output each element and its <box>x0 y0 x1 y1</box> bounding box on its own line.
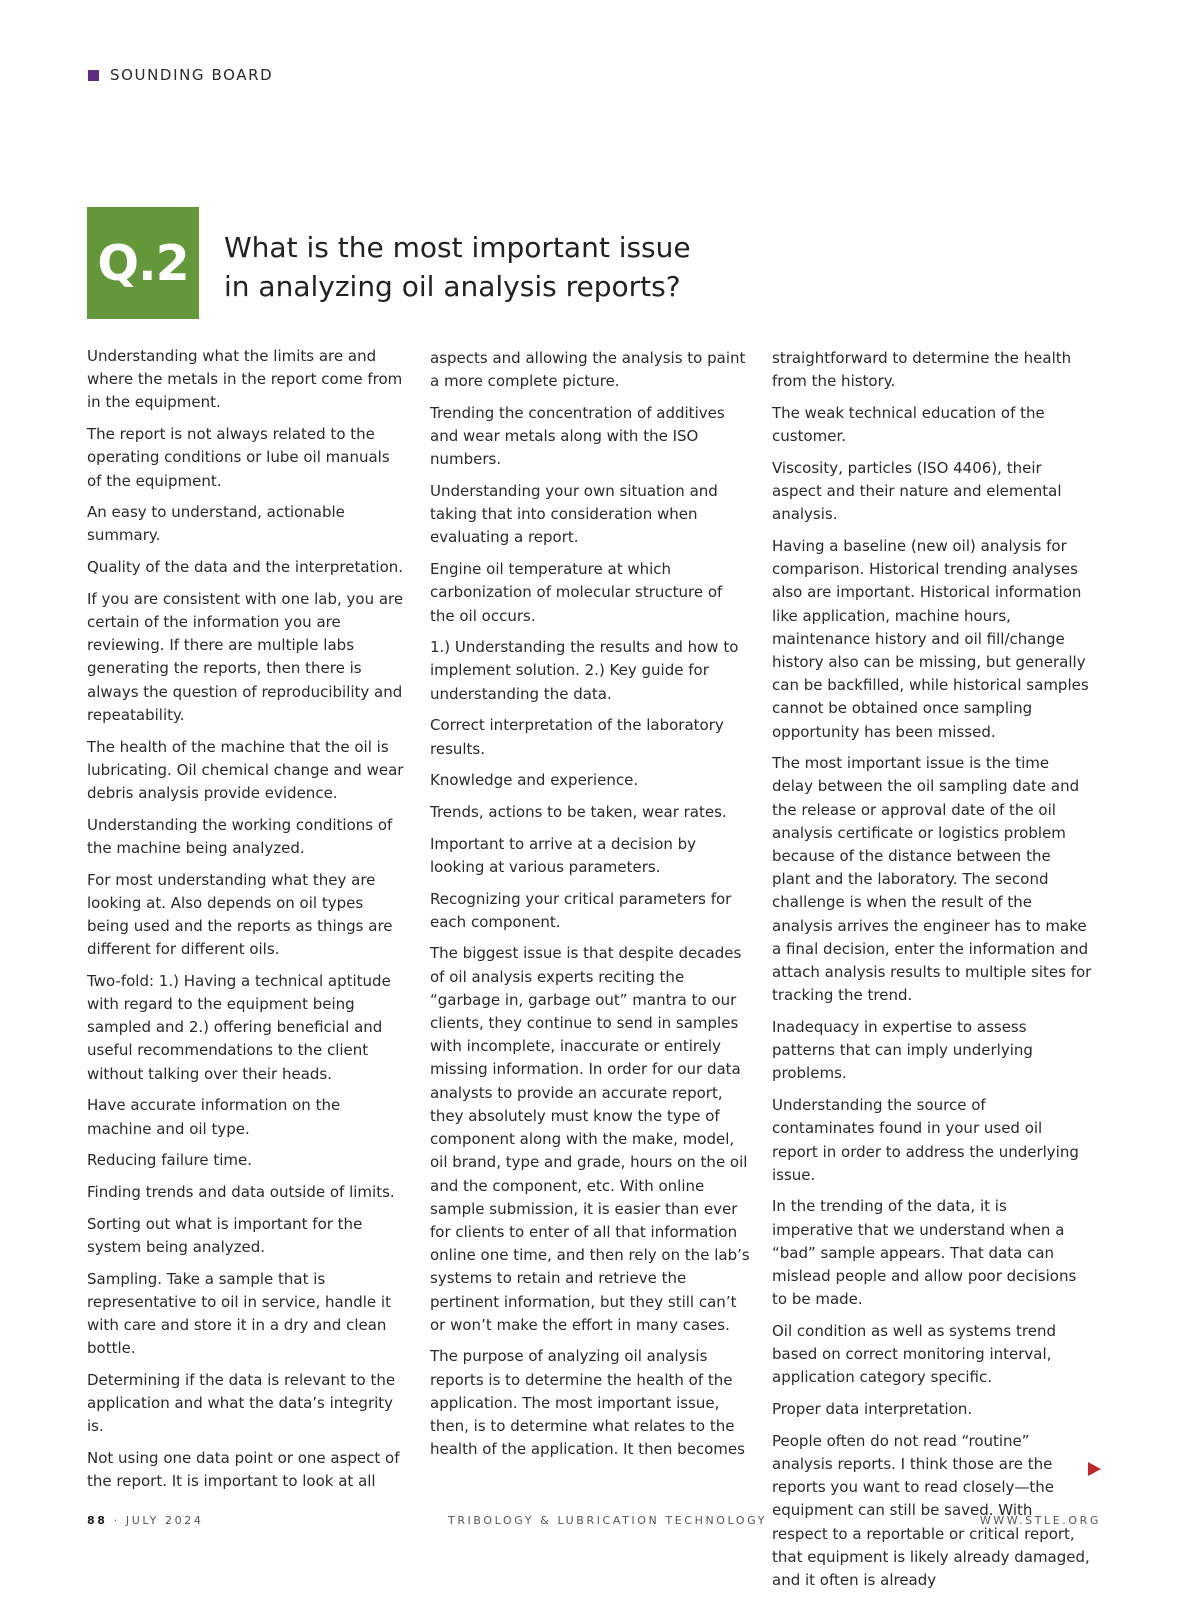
answer-paragraph: straightforward to determine the health from the history. <box>772 349 1072 391</box>
answer-paragraph: Two-fold: 1.) Having a technical aptitude with regard to the equipment being sampled and 2.) offering beneficial and useful recommendations to the client without talking over their heads. <box>87 971 391 1083</box>
answer-paragraph: Sorting out what is important for the system being analyzed. <box>87 1214 363 1256</box>
answer-paragraph: The purpose of analyzing oil analysis reports is to determine the health of the application. The most important issue, then, is to determine what relates to the health of the application. It then becomes <box>430 1347 745 1459</box>
answer-paragraph: The most important issue is the time delay between the oil sampling date and the release or approval date of the oil analysis certificate or logistics problem because of the distance between the plant and the laboratory. The second challenge is when the result of the analysis arrives the engineer has to make a final decision, enter the information and attach analysis results to multiple sites for tracking the trend. <box>772 754 1092 1005</box>
question-heading <box>224 228 744 306</box>
answer-paragraph: Trends, actions to be taken, wear rates. <box>430 802 727 821</box>
answer-column-2 <box>430 347 750 1470</box>
continue-arrow-icon <box>1088 1462 1101 1476</box>
question-line-2: in analyzing oil analysis reports? <box>224 270 681 303</box>
section-label: SOUNDING BOARD <box>110 66 274 84</box>
footer-separator: · <box>113 1514 120 1527</box>
answer-paragraph: Understanding the source of contaminates found in your used oil report in order to address the underlying issue. <box>772 1096 1079 1184</box>
answer-paragraph: For most understanding what they are looking at. Also depends on oil types being used and the reports as things are different for different oils. <box>87 870 393 959</box>
publication-name: TRIBOLOGY & LUBRICATION TECHNOLOGY <box>448 1514 768 1527</box>
answer-paragraph: Viscosity, particles (ISO 4406), their aspect and their nature and elemental analysis. <box>772 458 1062 524</box>
answer-paragraph: Trending the concentration of additives and wear metals along with the ISO numbers. <box>430 403 725 469</box>
answer-paragraph: Understanding your own situation and taking that into consideration when evaluating a report. <box>430 482 718 547</box>
answer-paragraph: Understanding the working conditions of the machine being analyzed. <box>87 815 393 857</box>
answer-paragraph: Have accurate information on the machine and oil type. <box>87 1096 341 1138</box>
section-square-icon <box>88 70 99 81</box>
answer-column-1 <box>87 345 407 1502</box>
answer-paragraph: Not using one data point or one aspect of the report. It is important to look at all <box>87 1449 400 1491</box>
answer-paragraph: The health of the machine that the oil is lubricating. Oil chemical change and wear debris analysis provide evidence. <box>87 737 404 802</box>
answer-paragraph: Reducing failure time. <box>87 1151 253 1170</box>
answer-column-3 <box>772 347 1092 1601</box>
answer-paragraph: Proper data interpretation. <box>772 1400 973 1419</box>
section-header <box>88 66 273 84</box>
page-number: 88 <box>87 1514 108 1527</box>
answer-paragraph: Having a baseline (new oil) analysis for comparison. Historical trending analyses also are important. Historical information like application, machine hours, maintenance history and oil fill/change history also can be missing, but generally can be backfilled, while historical samples cannot be obtained once sampling opportunity has been missed. <box>772 536 1089 741</box>
answer-paragraph: Engine oil temperature at which carbonization of molecular structure of the oil occurs. <box>430 560 723 625</box>
question-badge: Q.2 <box>87 207 199 319</box>
footer-page-info <box>87 1514 203 1527</box>
answer-paragraph: The biggest issue is that despite decades of oil analysis experts reciting the “garbage in, garbage out” mantra to our clients, they continue to send in samples with incomplete, inaccurate or entirely missing information. In order for our data analysts to provide an accurate report, they absolutely must know the type of component along with the make, model, oil brand, type and grade, hours on the oil and the component, etc. With online sample submission, it is easier than ever for clients to enter of all that information online one time, and then rely on the lab’s systems to retain and retrieve the pertinent information, but they still can’t or won’t make the effort in many cases. <box>430 944 750 1334</box>
answer-paragraph: An easy to understand, actionable summary. <box>87 503 345 545</box>
answer-paragraph: Determining if the data is relevant to the application and what the data’s integrity is. <box>87 1370 396 1436</box>
answer-paragraph: aspects and allowing the analysis to paint a more complete picture. <box>430 349 746 391</box>
answer-paragraph: People often do not read “routine” analysis reports. I think those are the reports you want to read closely—the equipment can still be saved. With respect to a reportable or critical report, that equipment is likely already damaged, and it often is already <box>772 1431 1090 1589</box>
answer-paragraph: Inadequacy in expertise to assess patterns that can imply underlying problems. <box>772 1017 1033 1083</box>
issue-date: JULY 2024 <box>125 1514 204 1527</box>
answer-paragraph: In the trending of the data, it is imperative that we understand when a “bad” sample appears. That data can mislead people and allow poor decisions to be made. <box>772 1197 1077 1309</box>
answer-paragraph: Important to arrive at a decision by looking at various parameters. <box>430 834 697 876</box>
answer-paragraph: If you are consistent with one lab, you are certain of the information you are reviewing. If there are multiple labs generating the reports, then there is always the question of reproducibility and repeatability. <box>87 589 404 724</box>
answer-paragraph: Knowledge and experience. <box>430 771 639 790</box>
website-url: WWW.STLE.ORG <box>979 1514 1101 1527</box>
answer-paragraph: The weak technical education of the customer. <box>772 403 1045 446</box>
answer-paragraph: The report is not always related to the operating conditions or lube oil manuals of the equipment. <box>87 425 390 490</box>
question-line-1: What is the most important issue <box>224 231 691 264</box>
answer-paragraph: Sampling. Take a sample that is representative to oil in service, handle it with care and store it in a dry and clean bottle. <box>87 1269 391 1358</box>
answer-paragraph: Understanding what the limits are and where the metals in the report come from in the equipment. <box>87 347 403 412</box>
answer-paragraph: Finding trends and data outside of limits. <box>87 1183 395 1201</box>
answer-paragraph: Recognizing your critical parameters for each component. <box>430 889 732 931</box>
answer-paragraph: 1.) Understanding the results and how to implement solution. 2.) Key guide for understanding the data. <box>430 638 739 703</box>
answer-paragraph: Oil condition as well as systems trend based on correct monitoring interval, application category specific. <box>772 1321 1056 1387</box>
answer-paragraph: Correct interpretation of the laboratory results. <box>430 716 724 758</box>
answer-paragraph: Quality of the data and the interpretation. <box>87 558 404 577</box>
